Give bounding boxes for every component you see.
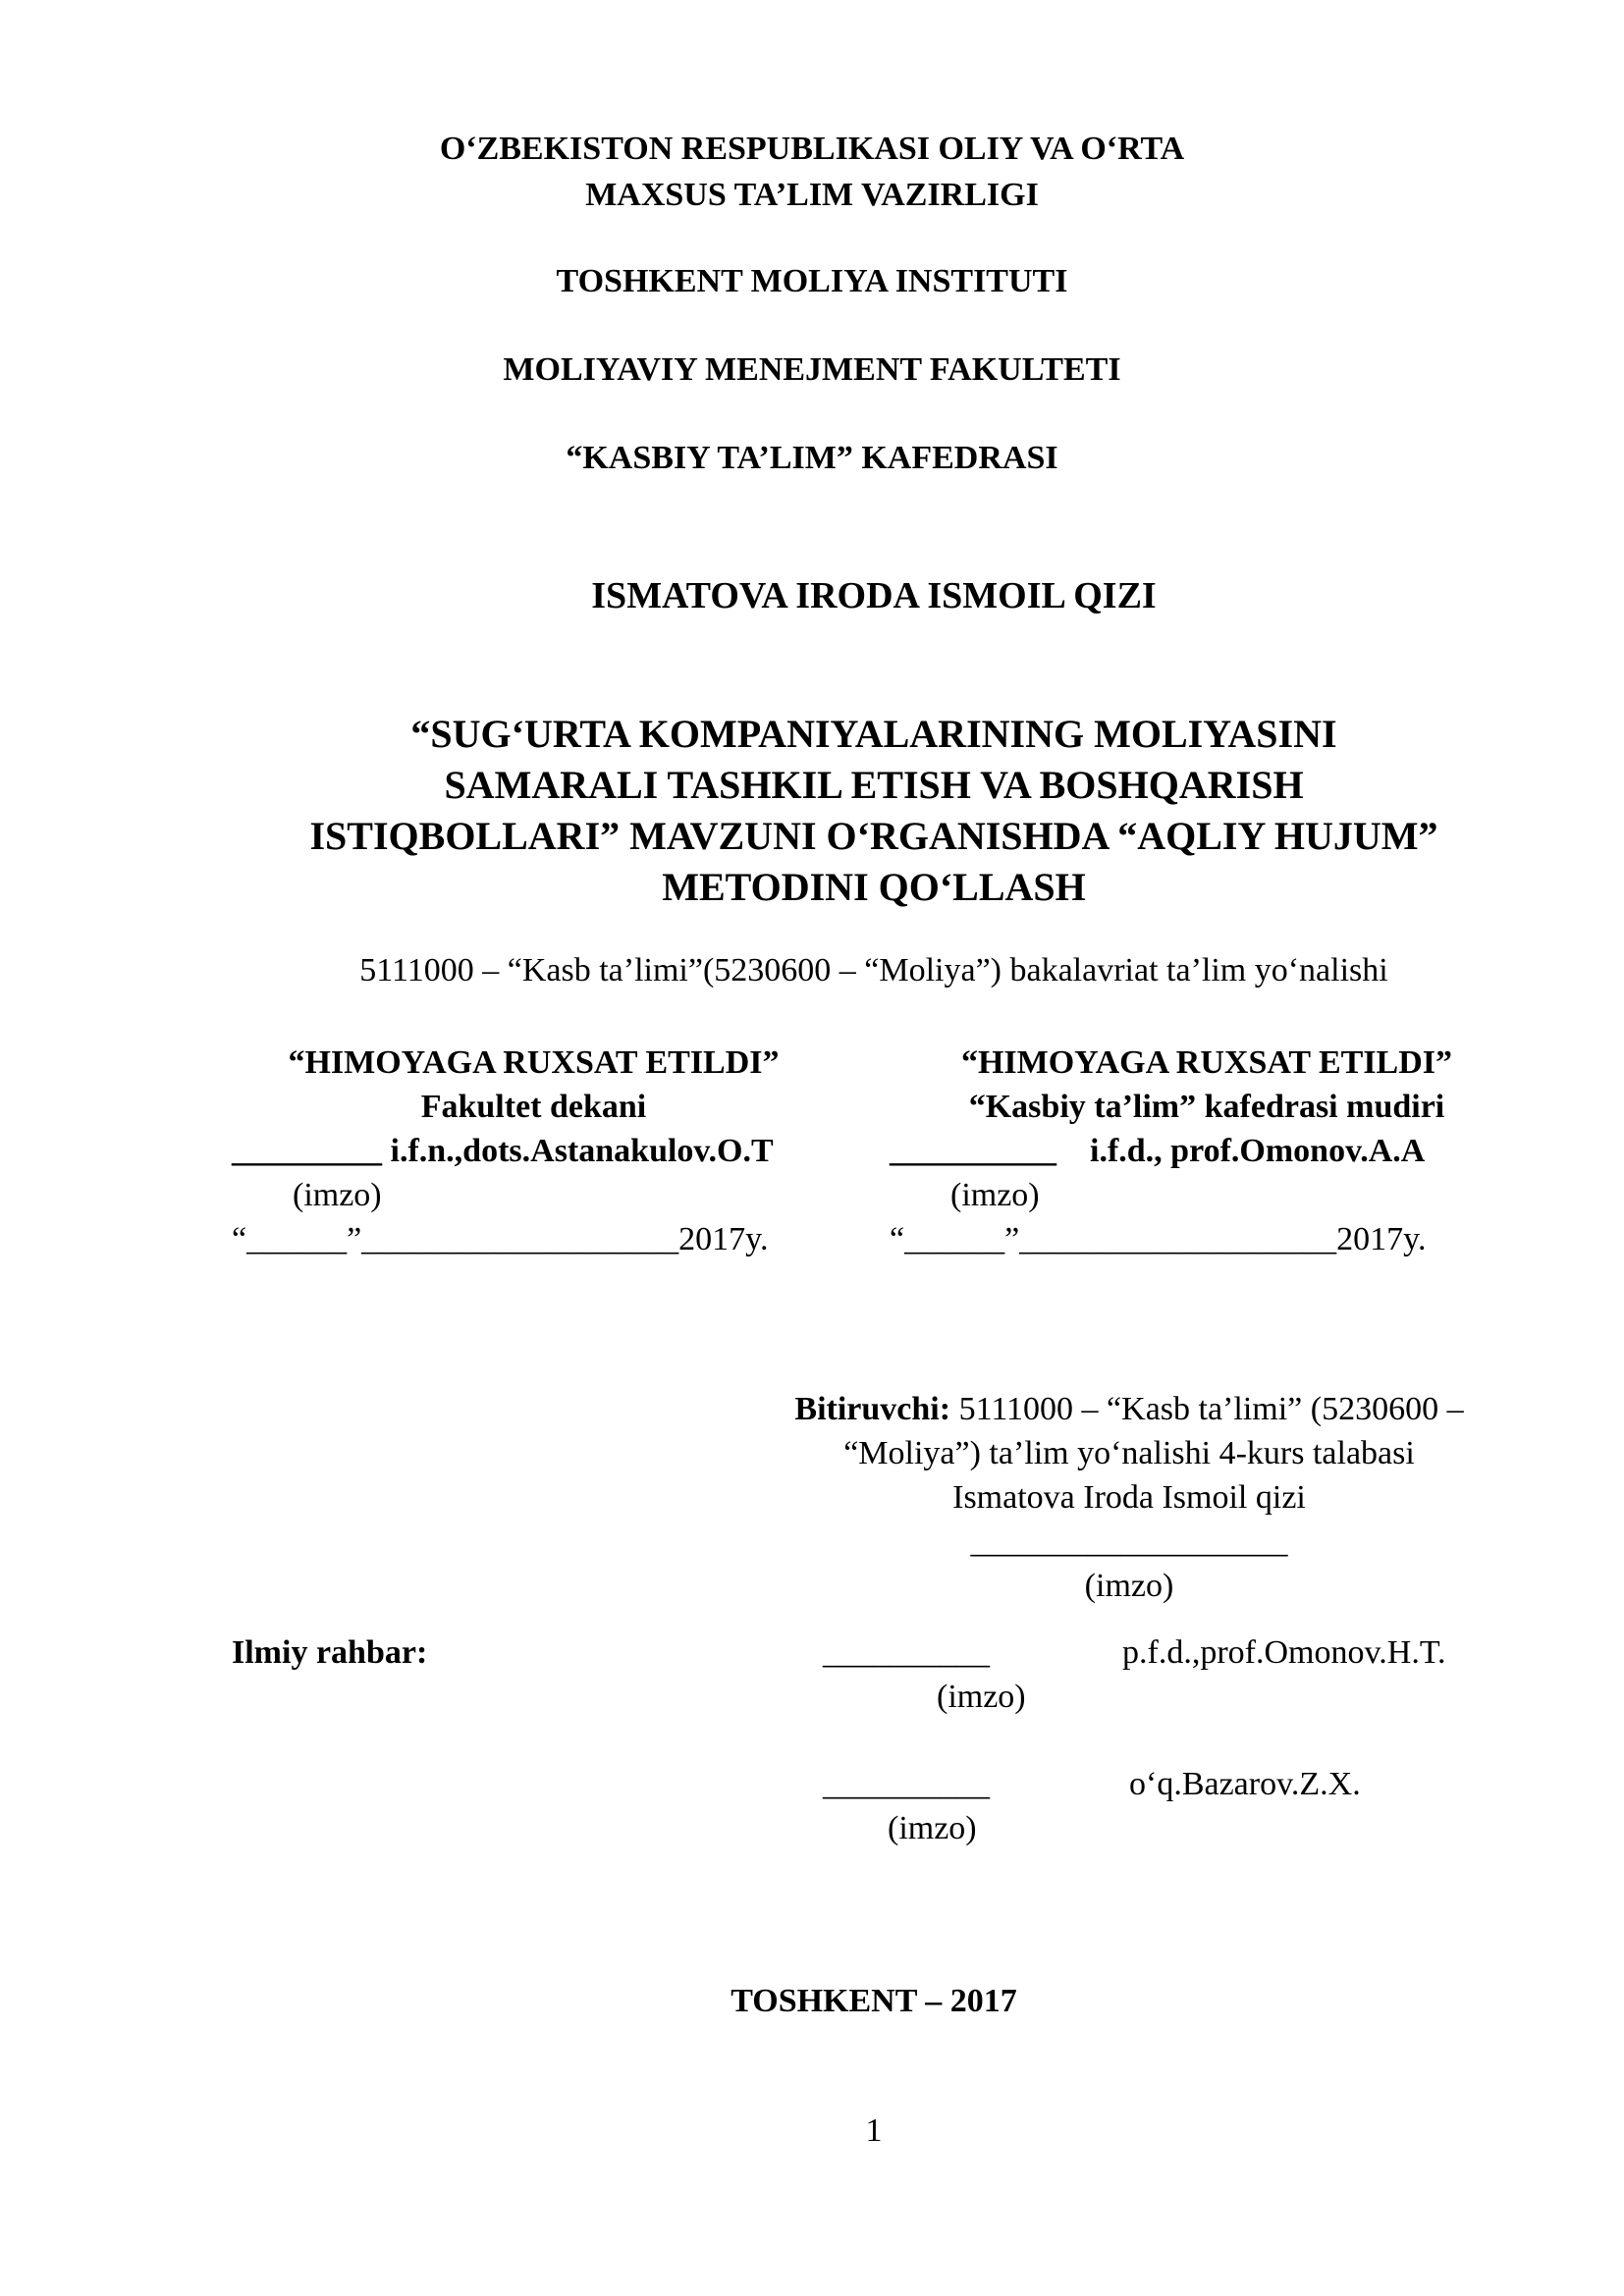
thesis-title-line-2: SAMARALI TASHKIL ETISH VA BOSHQARISH [444,763,1304,807]
author-name: ISMATOVA IRODA ISMOIL QIZI [591,575,1157,616]
thesis-title-line-1: “SUG‘URTA KOMPANIYALARINING MOLIYASINI [410,712,1337,756]
approval-right-imzo: (imzo) [950,1177,1040,1213]
graduate-label: Bitiruvchi: [794,1391,951,1427]
approval-left-date: “______”___________________2017y. [232,1221,769,1257]
ministry-line-2: MAXSUS TA’LIM VAZIRLIGI [585,177,1039,213]
supervisor-label: Ilmiy rahbar: [232,1634,428,1671]
approval-left-role: Fakultet dekani [420,1089,647,1125]
graduate-line-1-text: 5111000 – “Kasb ta’limi” (5230600 – [950,1391,1464,1427]
approval-right-signature: __________ i.f.d., prof.Omonov.A.A [890,1133,1426,1169]
faculty-name: MOLIYAVIY MENEJMENT FAKULTETI [503,351,1121,388]
approval-left-heading: “HIMOYAGA RUXSAT ETILDI” [288,1044,780,1081]
graduate-imzo: (imzo) [1084,1568,1174,1604]
approval-right-heading: “HIMOYAGA RUXSAT ETILDI” [960,1044,1453,1081]
approval-right-role: “Kasbiy ta’lim” kafedrasi mudiri [968,1089,1445,1125]
approval-right-date: “______”___________________2017y. [890,1221,1427,1257]
thesis-title-line-4: METODINI QO‘LLASH [662,865,1086,909]
supervisor-2-imzo: (imzo) [888,1810,977,1846]
approval-right [890,1041,1518,1261]
approval-left-signature: _________ i.f.n.,dots.Astanakulov.O.T [232,1133,774,1169]
graduate-line-3: Ismatova Iroda Ismoil qizi [952,1479,1306,1516]
graduate-line-1 [727,1387,1532,1431]
department-name: “KASBIY TA’LIM” KAFEDRASI [566,440,1058,476]
approval-left-imzo: (imzo) [293,1177,382,1213]
supervisor-1-imzo: (imzo) [937,1679,1026,1715]
thesis-title-line-3: ISTIQBOLLARI” MAVZUNI O‘RGANISHDA “AQLIY HUJUM” [309,814,1438,858]
city-year: TOSHKENT – 2017 [731,1983,1017,2019]
page-number: 1 [865,2112,883,2149]
approval-left [232,1041,860,1261]
institute-name: TOSHKENT MOLIYA INSTITUTI [556,263,1068,299]
supervisor-1-name: p.f.d.,prof.Omonov.H.T. [1122,1634,1446,1671]
supervisor-1-signature: __________ [823,1634,990,1671]
ministry-line-1: O‘ZBEKISTON RESPUBLIKASI OLIY VA O‘RTA [439,131,1185,167]
program-line: 5111000 – “Kasb ta’limi”(5230600 – “Moliya”) bakalavriat ta’lim yo‘nalishi [359,952,1388,988]
graduate-line-2: “Moliya”) ta’lim yo‘nalishi 4-kurs talabasi [843,1435,1415,1471]
graduate-block [727,1387,1532,1608]
supervisor-2-name: o‘q.Bazarov.Z.X. [1129,1766,1361,1802]
supervisor-2-signature: __________ [823,1766,990,1802]
graduate-signature: ___________________ [970,1523,1288,1560]
